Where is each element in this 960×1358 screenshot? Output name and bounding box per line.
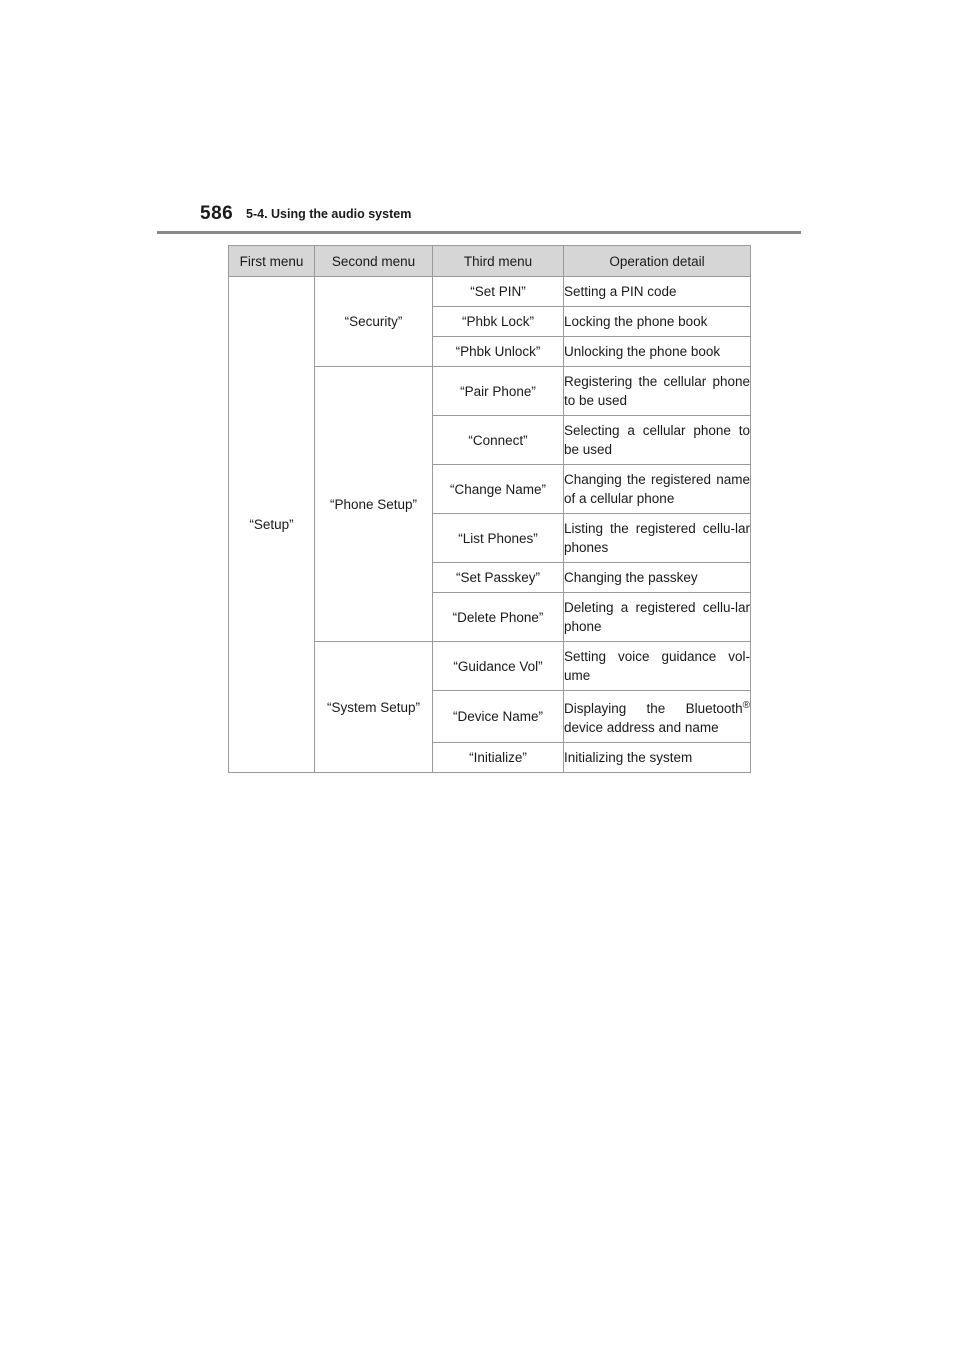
menu-table [228,245,751,773]
operation-detail-cell: Setting voice guidance vol-ume [564,642,751,691]
operation-detail-cell: Changing the registered name of a cellular phone [564,465,751,514]
operation-detail-cell: Selecting a cellular phone to be used [564,416,751,465]
third-menu-cell: “Initialize” [433,743,564,773]
operation-detail-cell: Setting a PIN code [564,277,751,307]
second-menu-security: “Security” [315,277,433,367]
third-menu-cell: “Change Name” [433,465,564,514]
second-menu-system-setup: “System Setup” [315,642,433,773]
registered-mark: ® [742,700,750,711]
third-menu-cell: “Connect” [433,416,564,465]
operation-detail-cell: Locking the phone book [564,307,751,337]
third-menu-cell: “List Phones” [433,514,564,563]
detail-text: device address and name [564,720,719,735]
table-row [229,277,751,307]
third-menu-cell: “Guidance Vol” [433,642,564,691]
operation-detail-cell [564,691,751,743]
detail-text: Displaying the Bluetooth [564,701,743,716]
column-header-third-menu: Third menu [433,246,564,277]
operation-detail-cell: Changing the passkey [564,563,751,593]
header-rule [157,231,801,234]
third-menu-cell: “Phbk Unlock” [433,337,564,367]
operation-detail-cell: Initializing the system [564,743,751,773]
operation-detail-cell: Registering the cellular phone to be used [564,367,751,416]
second-menu-phone-setup: “Phone Setup” [315,367,433,642]
section-title: 5-4. Using the audio system [246,207,412,221]
operation-detail-cell: Deleting a registered cellu-lar phone [564,593,751,642]
table-header-row [229,246,751,277]
third-menu-cell: “Phbk Lock” [433,307,564,337]
first-menu-setup: “Setup” [229,277,315,773]
page-number: 586 [200,203,234,224]
column-header-second-menu: Second menu [315,246,433,277]
operation-detail-cell: Unlocking the phone book [564,337,751,367]
third-menu-cell: “Pair Phone” [433,367,564,416]
column-header-operation-detail: Operation detail [564,246,751,277]
third-menu-cell: “Set PIN” [433,277,564,307]
third-menu-cell: “Set Passkey” [433,563,564,593]
page-header [200,203,800,233]
column-header-first-menu: First menu [229,246,315,277]
third-menu-cell: “Device Name” [433,691,564,743]
third-menu-cell: “Delete Phone” [433,593,564,642]
operation-detail-cell: Listing the registered cellu-lar phones [564,514,751,563]
